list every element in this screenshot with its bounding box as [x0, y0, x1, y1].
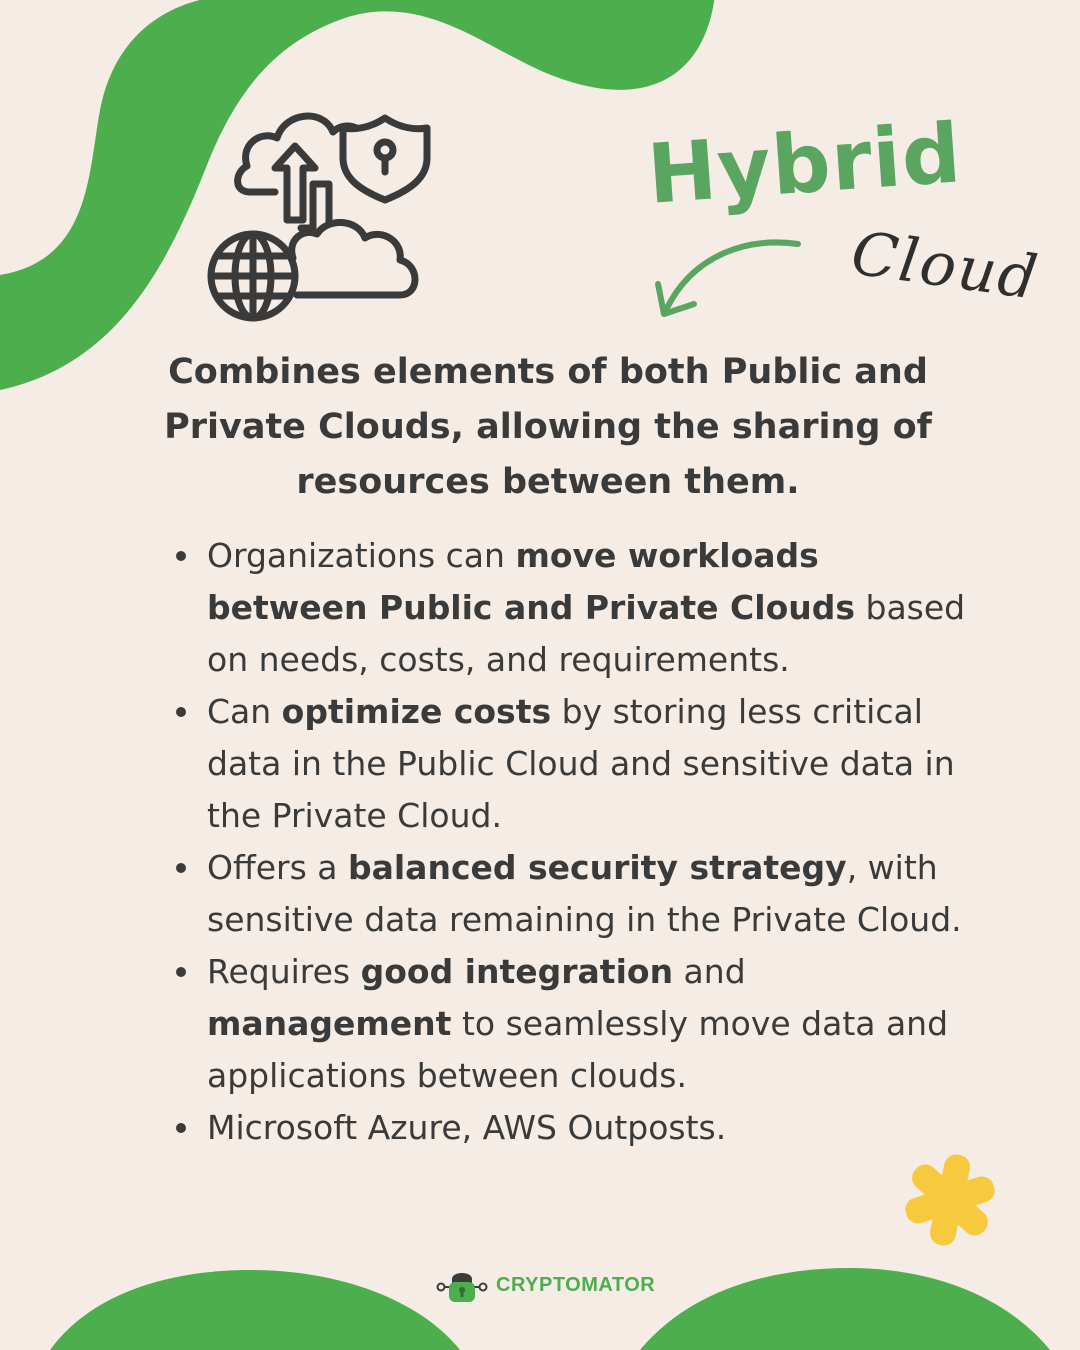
bullet-text: to seamlessly move data and applications between clouds.: [207, 1004, 949, 1095]
asterisk-icon: [898, 1152, 1002, 1248]
bullet-text-bold: move workloads between Public and Private Clouds: [207, 536, 856, 627]
bullet-item: [170, 530, 970, 686]
bullet-text-bold: optimize costs: [281, 692, 552, 731]
bullet-dot: [176, 707, 186, 717]
bullet-dot: [176, 967, 186, 977]
bullet-text: based on needs, costs, and requirements.: [207, 588, 966, 679]
bullet-list: [170, 530, 970, 1154]
hybrid-cloud-icon: [205, 100, 435, 335]
page-title: Hybrid: [644, 106, 965, 223]
curved-arrow-icon: [648, 232, 808, 327]
bullet-text-bold: balanced security strategy: [347, 848, 847, 887]
green-bottom-right-blob: [640, 1268, 1050, 1350]
bullet-text-bold: good integration: [360, 952, 674, 991]
bullet-text: and: [673, 952, 746, 991]
bullet-text: Organizations can: [207, 536, 516, 575]
bullet-text: Microsoft Azure, AWS Outposts.: [207, 1108, 727, 1147]
bullet-text: Requires: [207, 952, 361, 991]
page-subtitle: Cloud: [847, 218, 1044, 314]
bullet-text: , with sensitive data remaining in the Private Cloud.: [207, 848, 962, 939]
bullet-item: [170, 686, 970, 842]
brand-name: CRYPTOMATOR: [496, 1273, 656, 1296]
bullet-item: [170, 842, 970, 946]
bullet-text: by storing less critical data in the Public Cloud and sensitive data in the Private Cloud.: [207, 692, 955, 835]
green-bottom-left-blob: [50, 1270, 460, 1350]
intro-text: Combines elements of both Public and Private Clouds, allowing the sharing of resources between them.: [164, 352, 932, 502]
bullet-text: Can: [207, 692, 282, 731]
bullet-text-bold: management: [207, 1004, 452, 1043]
brand-footer: [436, 1265, 655, 1305]
cryptomator-robot-logo: [436, 1265, 488, 1305]
bullet-item: [170, 1102, 970, 1154]
bullet-dot: [176, 863, 186, 873]
bullet-item: [170, 946, 970, 1102]
bullet-dot: [176, 1123, 186, 1133]
bullet-dot: [176, 551, 186, 561]
bullet-text: Offers a: [207, 848, 348, 887]
